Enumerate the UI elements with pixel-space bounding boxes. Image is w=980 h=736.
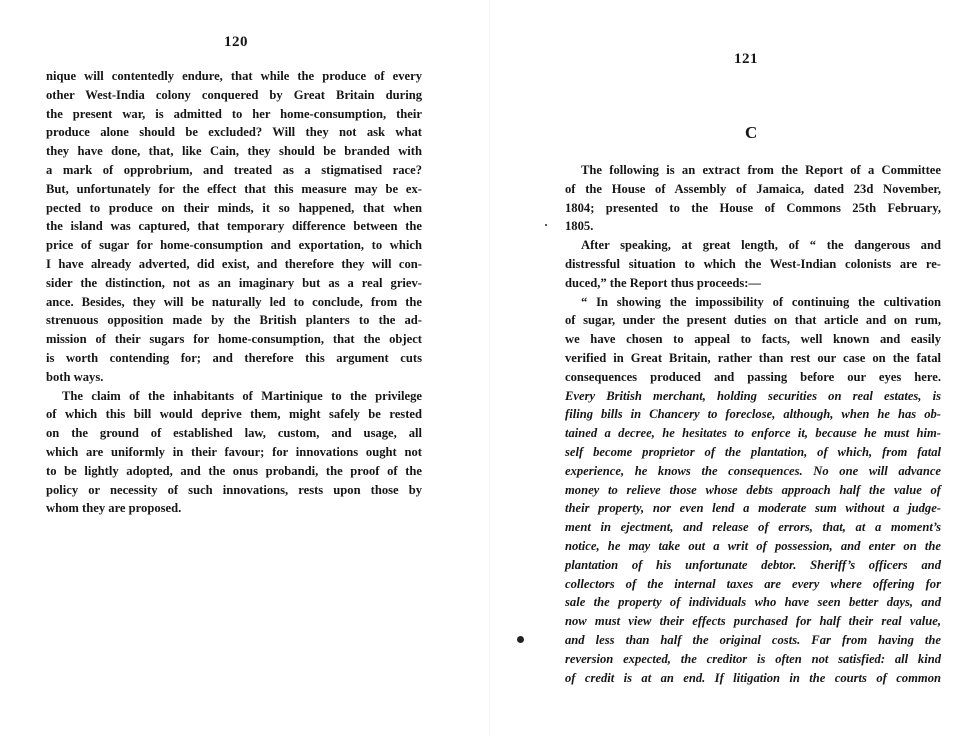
text-line: which are uniformly in their favour; for innovations ought not: [46, 444, 422, 459]
text-line: now must view their effects purchased for half their real value,: [565, 614, 941, 629]
text-line: After speaking, at great length, of “ the dangerous and: [581, 238, 941, 253]
text-line: of sugar, under the present duties on that article and on rum,: [565, 313, 941, 328]
text-line: on the ground of established law, custom, and usage, all: [46, 426, 422, 441]
text-line: 1805.: [565, 219, 594, 234]
text-line: notice, he may take out a writ of possession, and enter on the: [565, 538, 941, 553]
left-page-body: [46, 67, 422, 518]
text-line: distressful situation to which the West-Indian colonists are re-: [565, 256, 941, 271]
text-line: “ In showing the impossibility of continuing the cultivation: [581, 294, 941, 309]
text-line: But, unfortunately for the effect that this measure may be ex-: [46, 181, 422, 196]
text-line: The claim of the inhabitants of Martinique to the privilege: [62, 388, 422, 403]
text-line: ment in ejectment, and release of errors, that, at a moment’s: [565, 520, 941, 535]
text-line: a mark of opprobrium, and treated as a stigmatised race?: [46, 162, 422, 177]
text-line: to be lightly adopted, and the onus probandi, the proof of the: [46, 463, 422, 478]
right-paragraph-2: [565, 236, 941, 292]
text-line: of credit is at an end. If litigation in the courts of common: [565, 670, 941, 685]
page-number-left: 120: [224, 34, 248, 50]
text-line: nique will contentedly endure, that while the produce of every: [46, 69, 422, 83]
text-line: is worth contending for; and therefore this argument cuts: [46, 350, 422, 365]
text-line: of the House of Assembly of Jamaica, dated 23d November,: [565, 181, 941, 196]
text-line: their property, nor even lend a moderate sum without a judge-: [565, 501, 941, 516]
text-line: verified in Great Britain, rather than rest our case on the fatal: [565, 350, 941, 365]
text-line: The following is an extract from the Report of a Committee: [581, 163, 941, 177]
text-line: self become proprietor of the plantation, of which, from fatal: [565, 444, 941, 459]
page-number-right: 121: [734, 51, 758, 67]
text-line: mission of their sugars for home-consumption, that the object: [46, 332, 422, 347]
right-page-body: [565, 161, 941, 687]
left-paragraph-2: [46, 387, 422, 519]
text-line: 1804; presented to the House of Commons 25th February,: [565, 200, 941, 215]
text-line: plantation of his unfortunate debtor. Sheriff’s officers and: [565, 557, 941, 572]
text-line: collectors of the internal taxes are every where offering for: [565, 576, 941, 591]
text-line: filing bills in Chancery to foreclose, although, when he has ob-: [565, 407, 941, 422]
ink-speck: [545, 224, 547, 226]
text-line: Every British merchant, holding securities on real estates, is: [565, 388, 941, 403]
text-line: produce alone should be excluded? Will they not ask what: [46, 125, 422, 140]
text-line: and less than half the original costs. Far from having the: [565, 632, 941, 647]
left-paragraph-1: [46, 67, 422, 387]
text-line: pected to produce on their minds, it so happened, that when: [46, 200, 422, 215]
text-line: sider the distinction, not as an imaginary but as a real griev-: [46, 275, 422, 290]
text-line: policy or necessity of such innovations, rests upon those by: [46, 482, 422, 497]
text-line: the present war, is admitted to her home-consumption, their: [46, 106, 422, 121]
text-line: we have chosen to appeal to facts, well known and easily: [565, 332, 941, 347]
text-line: strenuous opposition made by the British planters to the ad-: [46, 313, 422, 328]
text-line: whom they are proposed.: [46, 501, 182, 516]
text-line: the island was captured, that temporary difference between the: [46, 219, 422, 234]
text-line: consequences produced and passing before our eyes here.: [565, 369, 941, 384]
text-line: experience, he knows the consequences. No one will advance: [565, 463, 941, 478]
text-line: reversion expected, the creditor is often not satisfied: all kind: [565, 651, 941, 666]
right-paragraph-1: [565, 161, 941, 236]
text-line: they have done, that, like Cain, they should be branded with: [46, 144, 422, 159]
right-page: [490, 0, 980, 736]
ink-speck: [517, 636, 524, 643]
text-line: ance. Besides, they will be naturally led to conclude, from the: [46, 294, 422, 309]
text-line: duced,” the Report thus proceeds:—: [565, 275, 762, 290]
text-line: price of sugar for home-consumption and exportation, to which: [46, 238, 422, 253]
text-line: sale the property of individuals who have seen better days, and: [565, 595, 941, 610]
text-line: tained a decree, he hesitates to enforce it, because he must him-: [565, 426, 941, 441]
text-line: I have already adverted, did exist, and therefore they will con-: [46, 256, 422, 271]
text-line: other West-India colony conquered by Great Britain during: [46, 87, 422, 102]
text-line: of which this bill would deprive them, might safely be rested: [46, 407, 422, 422]
appendix-heading: C: [745, 123, 758, 142]
text-line: money to relieve those whose debts approach half the value of: [565, 482, 941, 497]
text-line: both ways.: [46, 369, 104, 384]
right-paragraph-3: [565, 293, 941, 688]
